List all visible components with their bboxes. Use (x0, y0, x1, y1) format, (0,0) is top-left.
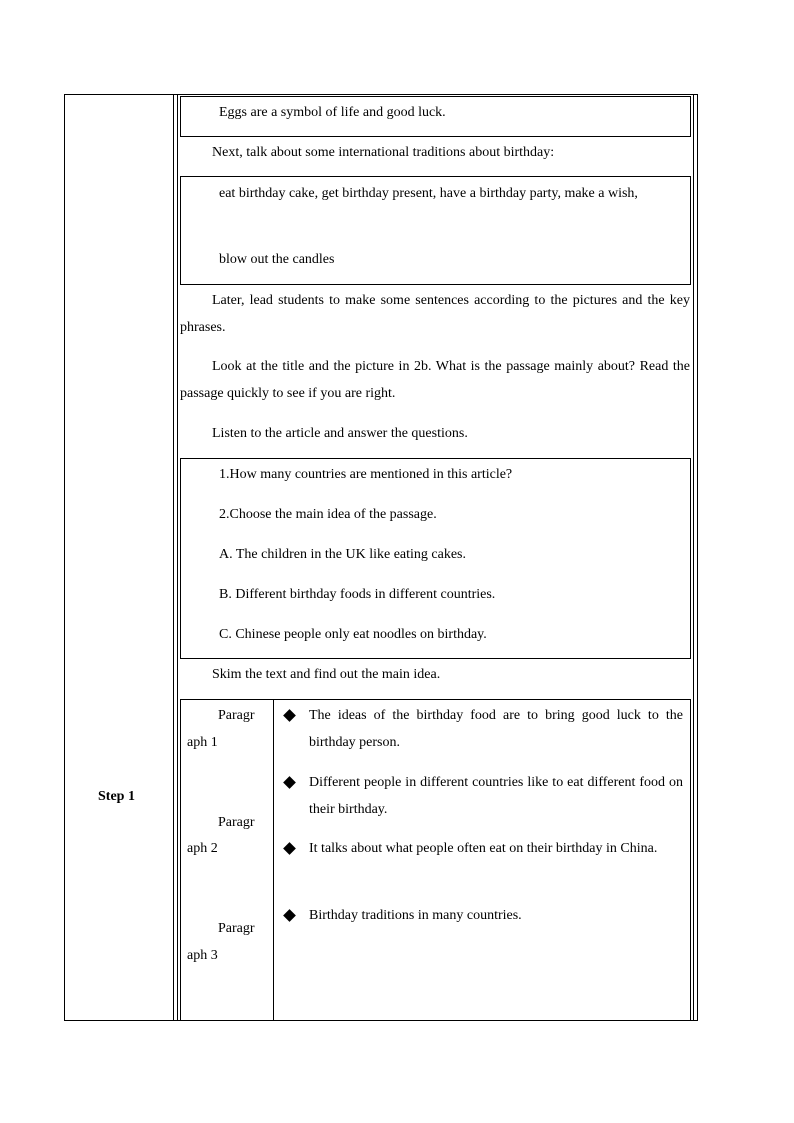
paragraph-2-label-top: Paragr (218, 815, 255, 830)
paragraph-1-label-top: Paragr (218, 708, 255, 723)
step-label: Step 1 (98, 789, 135, 804)
paragraph-1-label-bottom: aph 1 (187, 735, 218, 750)
later-paragraph: Later, lead students to make some sentences according to the pictures and the key phrases. (180, 293, 690, 335)
option-c: C. Chinese people only eat noodles on birthday. (219, 627, 487, 642)
option-a: A. The children in the UK like eating cakes. (219, 547, 466, 562)
questions-box (180, 458, 691, 659)
symbol-text: Eggs are a symbol of life and good luck. (219, 105, 446, 120)
skim-paragraph: Skim the text and find out the main idea. (212, 667, 441, 682)
table-divider-right-double (693, 94, 694, 1021)
matching-divider (273, 699, 274, 1021)
paragraph-2-label-bottom: aph 2 (187, 841, 218, 856)
question-2: 2.Choose the main idea of the passage. (219, 507, 437, 522)
traditions-intro: Next, talk about some international traditions about birthday: (212, 145, 555, 160)
paragraph-3-label-top: Paragr (218, 921, 255, 936)
table-divider-left (173, 94, 174, 1021)
idea-2: Different people in different countries like to eat different food on their birthday. (309, 775, 683, 817)
look-paragraph: Look at the title and the picture in 2b. What is the passage mainly about? Read the passage quickly to see if you are right. (180, 359, 690, 401)
idea-4: Birthday traditions in many countries. (309, 908, 522, 923)
option-b: B. Different birthday foods in different countries. (219, 587, 496, 602)
idea-1: The ideas of the birthday food are to bring good luck to the birthday person. (309, 708, 683, 750)
listen-paragraph: Listen to the article and answer the questions. (212, 426, 468, 441)
phrases-line-1: eat birthday cake, get birthday present, have a birthday party, make a wish, (219, 186, 638, 201)
symbol-box (180, 96, 691, 137)
question-1: 1.How many countries are mentioned in this article? (219, 467, 513, 482)
paragraph-3-label-bottom: aph 3 (187, 948, 218, 963)
table-divider-left-double (177, 94, 178, 1021)
phrases-line-2: blow out the candles (219, 252, 335, 267)
idea-3: It talks about what people often eat on their birthday in China. (309, 841, 658, 856)
phrases-box (180, 176, 691, 285)
